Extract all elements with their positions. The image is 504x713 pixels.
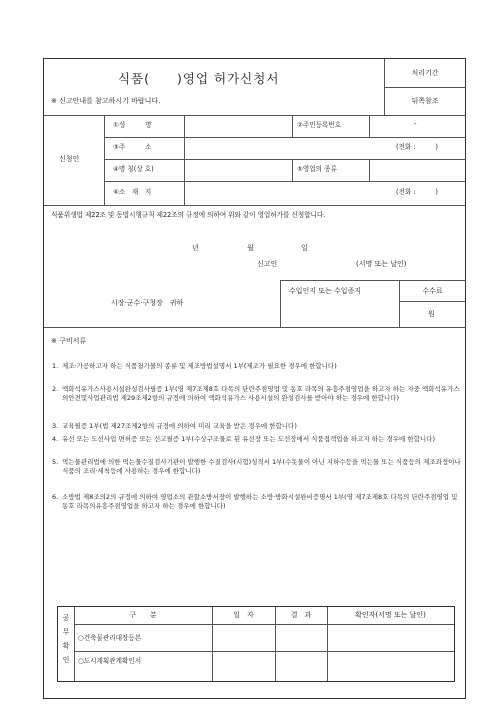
applicant-signature-label: 신고인 xyxy=(257,260,278,268)
location-label: ⑥소 재 지 xyxy=(113,188,152,196)
sign-instruction[interactable]: (서명 또는 날인) xyxy=(356,260,407,268)
documents-header: ※ 구비서류 xyxy=(51,337,87,345)
document-item: 3. 교육필증 1부(법 제27조제2항의 규정에 의하여 미리 교육을 받은 경우에 한합니다) xyxy=(52,422,297,430)
document-item: 6. 소방법 제8조의2의 규정에 의하여 영업소의 관할소방서장이 발행하는 소방·방화시설완비증명서 1부(영 제7조제8호 다목의 단란주점영업 및 동호 라목의유흥주점영업을 하고자 하는 경우에 한합니다) xyxy=(52,493,458,511)
official-label-3: 확 xyxy=(62,642,70,650)
location-field[interactable] xyxy=(185,182,385,204)
official-label-4: 인 xyxy=(62,656,70,664)
document-item: 5. 먹는물관리법에 의한 먹는물수질검사기관이 발행한 수질검사(시험)성적서 1부(수돗물이 아닌 지하수등을 먹는물 또는 식품등의 제조과정이나 식품의 조리·세척등에 사용하는 경우에 한합니다) xyxy=(52,458,461,476)
location-phone-label: (전화 : ) xyxy=(396,188,438,196)
business-name-label: ④명 칭(상 호) xyxy=(113,165,154,173)
col-result: 결 과 xyxy=(290,611,312,619)
declaration-text: 식품위생법 제22조 및 동법시행규칙 제22조의 규정에 의하여 위와 같이 영업허가를 신청합니다. xyxy=(51,211,326,219)
address-phone-label: (전화 : ) xyxy=(396,143,438,151)
fee-unit: 원 xyxy=(428,310,435,318)
address-label: ③주 소 xyxy=(113,143,152,151)
date-month: 월 xyxy=(247,244,254,252)
date-year: 년 xyxy=(192,244,199,252)
document-item: 2. 액화석유가스사용시설완성검사필증 1부(영 제7조제8호 다목의 단란주점영업 및 동호 라목의 유흥주점영업을 하고자 하는 자중 액화석유가스의안전및사업관리법 제29조제2항의 규정에 의하여 액화석유가스 사용시설의 완성검사를 받아야 하는 경우에 한합니다) xyxy=(52,385,460,403)
address-field[interactable] xyxy=(185,138,385,159)
official-label-1: 공 xyxy=(62,614,70,622)
col-confirmer: 확인자(서명 또는 날인) xyxy=(355,611,426,619)
col-category: 구 분 xyxy=(129,611,157,619)
building-register-row: ○건축물관리대장등본 xyxy=(78,634,142,642)
business-type-field[interactable] xyxy=(370,160,465,181)
application-form xyxy=(43,58,466,699)
form-title: 식품( )영업 허가신청서 xyxy=(118,71,280,86)
processing-period-label: 처리기간 xyxy=(411,69,439,77)
urban-planning-row: ○도시계획관계확인서 xyxy=(78,657,142,665)
stamp-label: 수입인지 또는 수입증지 xyxy=(289,287,362,295)
date-day: 일 xyxy=(301,244,308,252)
business-name-field[interactable] xyxy=(185,160,291,181)
official-confirmation-table xyxy=(57,606,455,682)
name-label: ①성 명 xyxy=(113,121,152,129)
name-field[interactable] xyxy=(185,116,291,136)
document-item: 4. 유선 또는 도선사업 면허증 또는 신고필증 1부(수상구조물로 된 유선장 또는 도선장에서 식품접객업을 하고자 하는 경우에 한합니다) xyxy=(52,435,435,443)
official-label-2: 무 xyxy=(62,628,70,636)
document-item: 1. 제조·가공하고자 하는 식품첨가물의 종류 및 제조방법설명서 1부(제조가 필요한 경우에 한합니다) xyxy=(52,362,337,370)
addressee: 시장·군수·구청장 귀하 xyxy=(111,299,184,307)
notice-text: ※ 신고안내를 참고하시기 바랍니다. xyxy=(51,97,161,105)
col-date: 일 자 xyxy=(233,611,254,619)
rrn-label: ②주민등록번호 xyxy=(297,121,342,129)
applicant-section-label: 신청인 xyxy=(59,155,80,163)
rrn-value[interactable]: - xyxy=(414,120,417,128)
business-type-label: ⑤영업의 종류 xyxy=(297,165,337,173)
processing-period-value: 뒤쪽참조 xyxy=(411,97,439,105)
fee-label: 수수료 xyxy=(422,287,443,295)
